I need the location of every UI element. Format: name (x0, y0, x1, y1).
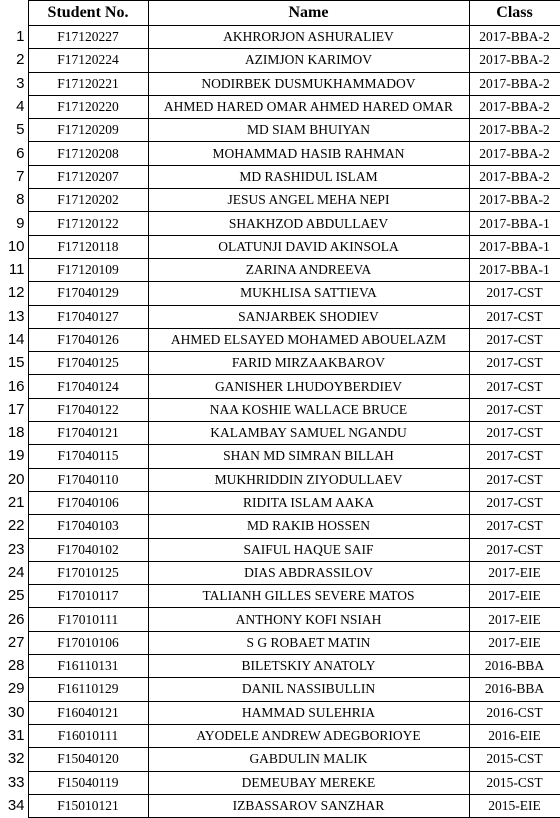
class-cell[interactable]: 2017-CST (469, 328, 560, 351)
student-no-cell[interactable]: F16110131 (28, 655, 148, 678)
table-row (0, 515, 560, 538)
row-number: 12 (0, 282, 28, 305)
name-cell[interactable]: HAMMAD SULEHRIA (148, 701, 469, 724)
table-row (0, 608, 560, 631)
table-row (0, 748, 560, 771)
student-no-cell[interactable]: F17040115 (28, 445, 148, 468)
name-cell[interactable]: SANJARBEK SHODIEV (148, 305, 469, 328)
name-cell[interactable]: AZIMJON KARIMOV (148, 49, 469, 72)
table-row (0, 49, 560, 72)
class-cell[interactable]: 2016-BBA (469, 655, 560, 678)
student-no-cell[interactable]: F15010121 (28, 794, 148, 817)
name-cell[interactable]: S G ROBAET MATIN (148, 631, 469, 654)
name-cell[interactable]: AHMED ELSAYED MOHAMED ABOUELAZM (148, 328, 469, 351)
table-row (0, 26, 560, 49)
student-no-cell[interactable]: F15040119 (28, 771, 148, 794)
table-row (0, 95, 560, 118)
table-body (0, 26, 560, 818)
row-number: 4 (0, 95, 28, 118)
name-cell[interactable]: IZBASSAROV SANZHAR (148, 794, 469, 817)
name-cell[interactable]: MD RAKIB HOSSEN (148, 515, 469, 538)
row-number: 5 (0, 119, 28, 142)
row-number: 26 (0, 608, 28, 631)
table-row (0, 142, 560, 165)
name-cell[interactable]: GANISHER LHUDOYBERDIEV (148, 375, 469, 398)
name-cell[interactable]: JESUS ANGEL MEHA NEPI (148, 189, 469, 212)
row-number: 23 (0, 538, 28, 561)
class-cell[interactable]: 2017-CST (469, 515, 560, 538)
name-cell[interactable]: MUKHRIDDIN ZIYODULLAEV (148, 468, 469, 491)
class-header: Class (469, 1, 560, 26)
row-number: 33 (0, 771, 28, 794)
class-cell[interactable]: 2017-CST (469, 375, 560, 398)
student-no-cell[interactable]: F16040121 (28, 701, 148, 724)
student-no-cell[interactable]: F17010117 (28, 585, 148, 608)
name-cell[interactable]: GABDULIN MALIK (148, 748, 469, 771)
student-no-cell[interactable]: F16010111 (28, 724, 148, 747)
row-number: 6 (0, 142, 28, 165)
row-number: 31 (0, 724, 28, 747)
table-row (0, 724, 560, 747)
student-no-header: Student No. (28, 1, 148, 26)
table-row (0, 468, 560, 491)
student-no-cell[interactable]: F17120221 (28, 72, 148, 95)
name-cell[interactable]: KALAMBAY SAMUEL NGANDU (148, 422, 469, 445)
student-no-cell[interactable]: F17040125 (28, 352, 148, 375)
class-cell[interactable]: 2017-CST (469, 305, 560, 328)
row-number: 7 (0, 165, 28, 188)
table-row (0, 701, 560, 724)
table-row (0, 655, 560, 678)
name-cell[interactable]: AYODELE ANDREW ADEGBORIOYE (148, 724, 469, 747)
name-header: Name (148, 1, 469, 26)
student-no-cell[interactable]: F17120227 (28, 26, 148, 49)
name-cell[interactable]: MOHAMMAD HASIB RAHMAN (148, 142, 469, 165)
table-row (0, 282, 560, 305)
name-cell[interactable]: DANIL NASSIBULLIN (148, 678, 469, 701)
name-cell[interactable]: ZARINA ANDREEVA (148, 258, 469, 281)
class-cell[interactable]: 2017-BBA-1 (469, 235, 560, 258)
student-no-cell[interactable]: F17120122 (28, 212, 148, 235)
row-number: 3 (0, 72, 28, 95)
row-number: 14 (0, 328, 28, 351)
class-cell[interactable]: 2015-CST (469, 771, 560, 794)
table-row (0, 165, 560, 188)
student-no-cell[interactable]: F17120209 (28, 119, 148, 142)
row-number-header (0, 1, 28, 26)
row-number: 16 (0, 375, 28, 398)
table-row (0, 189, 560, 212)
class-cell[interactable]: 2017-EIE (469, 608, 560, 631)
table-row (0, 212, 560, 235)
name-cell[interactable]: AKHRORJON ASHURALIEV (148, 26, 469, 49)
student-no-cell[interactable]: F17120220 (28, 95, 148, 118)
student-no-cell[interactable]: F17040127 (28, 305, 148, 328)
class-cell[interactable]: 2017-BBA-2 (469, 95, 560, 118)
student-no-cell[interactable]: F16110129 (28, 678, 148, 701)
student-no-cell[interactable]: F17120208 (28, 142, 148, 165)
table-row (0, 119, 560, 142)
class-cell[interactable]: 2017-BBA-2 (469, 49, 560, 72)
class-cell[interactable]: 2017-BBA-2 (469, 26, 560, 49)
table-row (0, 398, 560, 421)
class-cell[interactable]: 2017-BBA-2 (469, 165, 560, 188)
student-no-cell[interactable]: F17040126 (28, 328, 148, 351)
class-cell[interactable]: 2017-EIE (469, 561, 560, 584)
table-row (0, 538, 560, 561)
class-cell[interactable]: 2017-BBA-2 (469, 119, 560, 142)
table-row (0, 561, 560, 584)
class-cell[interactable]: 2015-CST (469, 748, 560, 771)
class-cell[interactable]: 2017-CST (469, 422, 560, 445)
class-cell[interactable]: 2015-EIE (469, 794, 560, 817)
student-no-cell[interactable]: F17040102 (28, 538, 148, 561)
class-cell[interactable]: 2017-BBA-1 (469, 212, 560, 235)
class-cell[interactable]: 2017-CST (469, 352, 560, 375)
row-number: 32 (0, 748, 28, 771)
table-row (0, 72, 560, 95)
table-row (0, 585, 560, 608)
row-number: 9 (0, 212, 28, 235)
class-cell[interactable]: 2016-CST (469, 701, 560, 724)
table-row (0, 794, 560, 817)
row-number: 24 (0, 561, 28, 584)
student-no-cell[interactable]: F17120109 (28, 258, 148, 281)
row-number: 30 (0, 701, 28, 724)
table-row (0, 305, 560, 328)
row-number: 27 (0, 631, 28, 654)
row-number: 29 (0, 678, 28, 701)
student-no-cell[interactable]: F17010111 (28, 608, 148, 631)
class-cell[interactable]: 2017-BBA-2 (469, 72, 560, 95)
class-cell[interactable]: 2016-EIE (469, 724, 560, 747)
name-cell[interactable]: RIDITA ISLAM AAKA (148, 491, 469, 514)
row-number: 28 (0, 655, 28, 678)
table-row (0, 235, 560, 258)
row-number: 15 (0, 352, 28, 375)
row-number: 34 (0, 794, 28, 817)
row-number: 1 (0, 26, 28, 49)
name-cell[interactable]: SHAKHZOD ABDULLAEV (148, 212, 469, 235)
student-no-cell[interactable]: F17120224 (28, 49, 148, 72)
row-number: 2 (0, 49, 28, 72)
name-cell[interactable]: SAIFUL HAQUE SAIF (148, 538, 469, 561)
class-cell[interactable]: 2017-CST (469, 538, 560, 561)
name-cell[interactable]: MUKHLISA SATTIEVA (148, 282, 469, 305)
row-number: 22 (0, 515, 28, 538)
row-number: 21 (0, 491, 28, 514)
row-number: 8 (0, 189, 28, 212)
class-cell[interactable]: 2017-EIE (469, 585, 560, 608)
student-no-cell[interactable]: F17120207 (28, 165, 148, 188)
name-cell[interactable]: BILETSKIY ANATOLY (148, 655, 469, 678)
name-cell[interactable]: SHAN MD SIMRAN BILLAH (148, 445, 469, 468)
student-no-cell[interactable]: F17040106 (28, 491, 148, 514)
table-row (0, 771, 560, 794)
student-no-cell[interactable]: F15040120 (28, 748, 148, 771)
name-cell[interactable]: DEMEUBAY MEREKE (148, 771, 469, 794)
name-cell[interactable]: FARID MIRZAAKBAROV (148, 352, 469, 375)
class-cell[interactable]: 2017-CST (469, 468, 560, 491)
name-cell[interactable]: AHMED HARED OMAR AHMED HARED OMAR (148, 95, 469, 118)
name-cell[interactable]: NAA KOSHIE WALLACE BRUCE (148, 398, 469, 421)
table-row (0, 422, 560, 445)
class-cell[interactable]: 2017-CST (469, 445, 560, 468)
table-row (0, 678, 560, 701)
student-no-cell[interactable]: F17040121 (28, 422, 148, 445)
class-cell[interactable]: 2017-CST (469, 398, 560, 421)
name-cell[interactable]: NODIRBEK DUSMUKHAMMADOV (148, 72, 469, 95)
student-no-cell[interactable]: F17120118 (28, 235, 148, 258)
table-row (0, 375, 560, 398)
class-cell[interactable]: 2017-BBA-1 (469, 258, 560, 281)
student-no-cell[interactable]: F17040110 (28, 468, 148, 491)
student-no-cell[interactable]: F17040103 (28, 515, 148, 538)
row-number: 11 (0, 258, 28, 281)
class-cell[interactable]: 2017-CST (469, 491, 560, 514)
name-cell[interactable]: DIAS ABDRASSILOV (148, 561, 469, 584)
row-number: 18 (0, 422, 28, 445)
table-row (0, 258, 560, 281)
student-no-cell[interactable]: F17120202 (28, 189, 148, 212)
student-no-cell[interactable]: F17040122 (28, 398, 148, 421)
student-no-cell[interactable]: F17040124 (28, 375, 148, 398)
row-number: 19 (0, 445, 28, 468)
name-cell[interactable]: MD RASHIDUL ISLAM (148, 165, 469, 188)
row-number: 10 (0, 235, 28, 258)
table-row (0, 631, 560, 654)
name-cell[interactable]: TALIANH GILLES SEVERE MATOS (148, 585, 469, 608)
row-number: 25 (0, 585, 28, 608)
row-number: 20 (0, 468, 28, 491)
name-cell[interactable]: ANTHONY KOFI NSIAH (148, 608, 469, 631)
table-row (0, 491, 560, 514)
table-row (0, 445, 560, 468)
student-no-cell[interactable]: F17010125 (28, 561, 148, 584)
table-row (0, 328, 560, 351)
class-cell[interactable]: 2017-EIE (469, 631, 560, 654)
student-no-cell[interactable]: F17040129 (28, 282, 148, 305)
header-row (0, 1, 560, 26)
name-cell[interactable]: OLATUNJI DAVID AKINSOLA (148, 235, 469, 258)
class-cell[interactable]: 2017-BBA-2 (469, 189, 560, 212)
class-cell[interactable]: 2017-BBA-2 (469, 142, 560, 165)
name-cell[interactable]: MD SIAM BHUIYAN (148, 119, 469, 142)
row-number: 17 (0, 398, 28, 421)
student-no-cell[interactable]: F17010106 (28, 631, 148, 654)
class-cell[interactable]: 2016-BBA (469, 678, 560, 701)
class-cell[interactable]: 2017-CST (469, 282, 560, 305)
row-number: 13 (0, 305, 28, 328)
table-row (0, 352, 560, 375)
